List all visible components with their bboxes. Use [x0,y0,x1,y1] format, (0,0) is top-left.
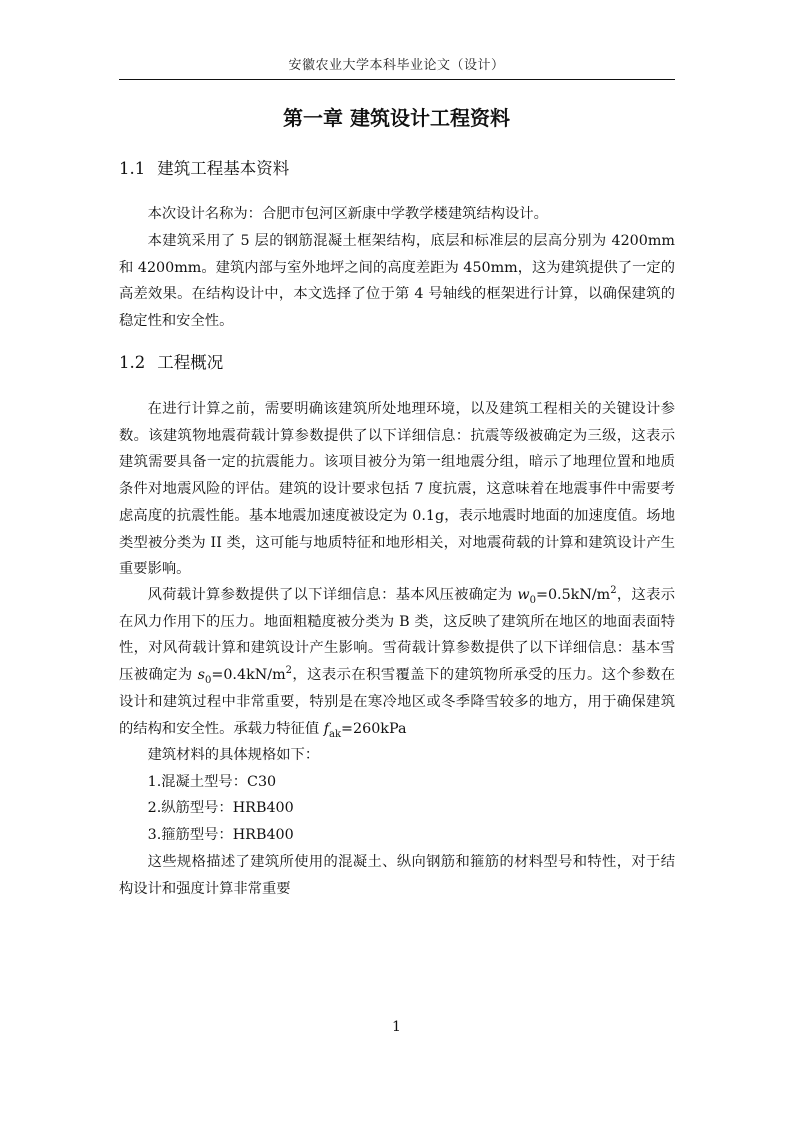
section-title: 建筑工程基本资料 [157,159,290,178]
material-item: 1.混凝土型号：C30 [147,774,277,790]
page-number: 1 [392,1019,401,1035]
paragraph-structure: 本建筑采用了 5 层的钢筋混凝土框架结构，底层和标准层的层高分别为 4200mm 和 4200mm。建筑内部与室外地坪之间的高度差距为 450mm，这为建筑提供了一定的高差效果。在结构设计中，本文选择了位于第 4 号轴线的框架进行计算，以确保建筑的稳定性和安全性。 [119,233,675,330]
section-number: 1.1 [119,159,146,178]
paragraph-design-name: 本次设计名称为：合肥市包河区新康中学教学楼建筑结构设计。 [147,206,548,222]
chapter-title: 第一章 建筑设计工程资料 [283,106,510,130]
section-heading-1-2 [119,351,223,375]
materials-intro: 建筑材料的具体规格如下： [147,747,320,763]
section-title: 工程概况 [157,353,224,372]
header-rule [119,79,675,80]
paragraph-seismic: 在进行计算之前，需要明确该建筑所处地理环境，以及建筑工程相关的关键设计参数。该建筑物地震荷载计算参数提供了以下详细信息：抗震等级被确定为三级，这表示建筑需要具备一定的抗震能力。该项目被分为第一组地震分组，暗示了地理位置和地质条件对地震风险的评估。建筑的设计要求包括 7 度抗震，这意味着在地震事件中需要考虑高度的抗震性能。基本地震加速度被设定为 0.1g，表示地震时地面的加速度值。场地类型被分类为 II 类，这可能与地质特征和地形相关，对地震荷载的计算和建筑设计产生重要影响。 [119,401,675,578]
section-heading-1-1 [119,157,289,181]
paragraph-closing: 这些规格描述了建筑所使用的混凝土、纵向钢筋和箍筋的材料型号和特性，对于结构设计和强度计算非常重要 [119,854,675,897]
section-number: 1.2 [119,353,146,372]
snow-pressure-symbol: s [197,667,205,684]
material-item: 3.箍筋型号：HRB400 [147,827,294,843]
material-item: 2.纵筋型号：HRB400 [147,800,294,816]
paragraph-wind-snow: 风荷载计算参数提供了以下详细信息：基本风压被确定为 $w_0=0.5kN/m^2$，这表示在风力作用下的压力。地面粗糙度被分类为 B 类，这反映了建筑所在地区的地面表面特性，对风荷载计算和建筑设计产生影响。雪荷载计算参数提供了以下详细信息：基本雪压被确定为 $s_0=0.4kN/m^2$，这表示在积雪覆盖下的建筑物所承受的压力。这个参数在设计和建筑过程中非常重要，特别是在寒冷地区或冬季降雪较多的地方，用于确保建筑的结构和安全性。承载力特征值 $f_{ak}=260kPa$ [119,585,676,740]
wind-pressure-symbol: w [517,587,530,603]
bearing-capacity-symbol: f [323,720,329,737]
running-header: 安徽农业大学本科毕业论文（设计） [288,58,505,73]
